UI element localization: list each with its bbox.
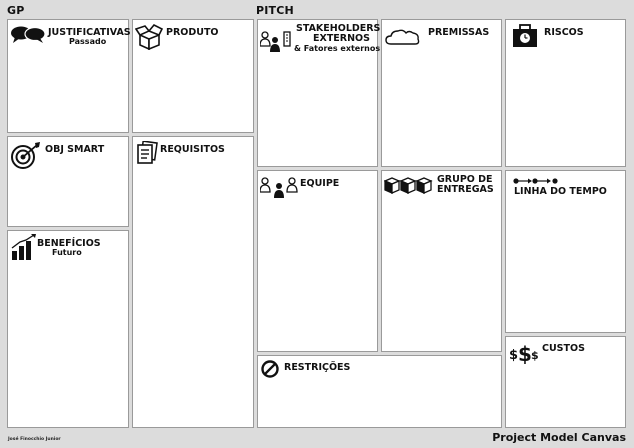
premissas-title: PREMISSAS xyxy=(428,27,490,38)
team-icon xyxy=(260,176,298,198)
target-arrow-icon xyxy=(11,142,41,170)
obj-smart-title: OBJ SMART xyxy=(45,144,105,155)
linha-tempo-box[interactable] xyxy=(505,170,626,333)
gp-heading: GP xyxy=(7,4,25,17)
beneficios-subtitle: Futuro xyxy=(52,248,82,257)
requisitos-title: REQUISITOS xyxy=(160,144,225,155)
open-box-icon xyxy=(135,24,163,50)
author-credit: José Finocchio Junior xyxy=(8,437,61,442)
speech-bubbles-icon xyxy=(10,25,46,43)
stakeholders-title-line1: STAKEHOLDERS xyxy=(296,23,381,34)
bar-chart-icon xyxy=(11,234,37,260)
custos-title: CUSTOS xyxy=(542,343,585,354)
grupo-entregas-title-line2: ENTREGAS xyxy=(437,184,494,195)
riscos-title: RISCOS xyxy=(544,27,584,38)
riscos-box[interactable] xyxy=(505,19,626,167)
svg-text:$: $ xyxy=(509,348,519,363)
equipe-box[interactable] xyxy=(257,170,378,352)
stakeholders-box[interactable] xyxy=(257,19,381,167)
requisitos-box[interactable] xyxy=(132,136,254,428)
justificativas-title: JUSTIFICATIVAS xyxy=(48,27,131,38)
obj-smart-box[interactable] xyxy=(7,136,129,227)
linha-tempo-title: LINHA DO TEMPO xyxy=(514,186,607,197)
pitch-heading: PITCH xyxy=(256,4,294,17)
brand-title: Project Model Canvas xyxy=(492,431,626,444)
restricoes-title: RESTRIÇÕES xyxy=(284,362,351,373)
dollar-icon xyxy=(509,340,541,364)
stakeholders-subtitle: & Fatores externos xyxy=(294,44,381,53)
beneficios-box[interactable] xyxy=(7,230,129,428)
document-list-icon xyxy=(136,141,158,165)
people-building-icon xyxy=(260,30,294,52)
produto-title: PRODUTO xyxy=(166,27,219,38)
restricoes-box[interactable] xyxy=(257,355,502,428)
briefcase-icon xyxy=(512,24,538,48)
svg-text:$: $ xyxy=(531,349,539,362)
produto-box[interactable] xyxy=(132,19,254,133)
prohibited-icon xyxy=(261,360,279,378)
justificativas-subtitle: Passado xyxy=(69,37,107,46)
svg-text:$: $ xyxy=(518,342,532,364)
stakeholders-title-line2: EXTERNOS xyxy=(313,33,370,44)
grupo-entregas-title-line1: GRUPO DE xyxy=(437,174,493,185)
equipe-title: EQUIPE xyxy=(300,178,340,189)
beneficios-title: BENEFÍCIOS xyxy=(37,238,101,249)
grupo-entregas-box[interactable] xyxy=(381,170,502,352)
justificativas-box[interactable] xyxy=(7,19,129,133)
cloud-icon xyxy=(385,28,421,46)
premissas-box[interactable] xyxy=(381,19,502,167)
boxes-icon xyxy=(384,176,434,194)
timeline-icon xyxy=(513,177,563,185)
custos-box[interactable] xyxy=(505,336,626,428)
